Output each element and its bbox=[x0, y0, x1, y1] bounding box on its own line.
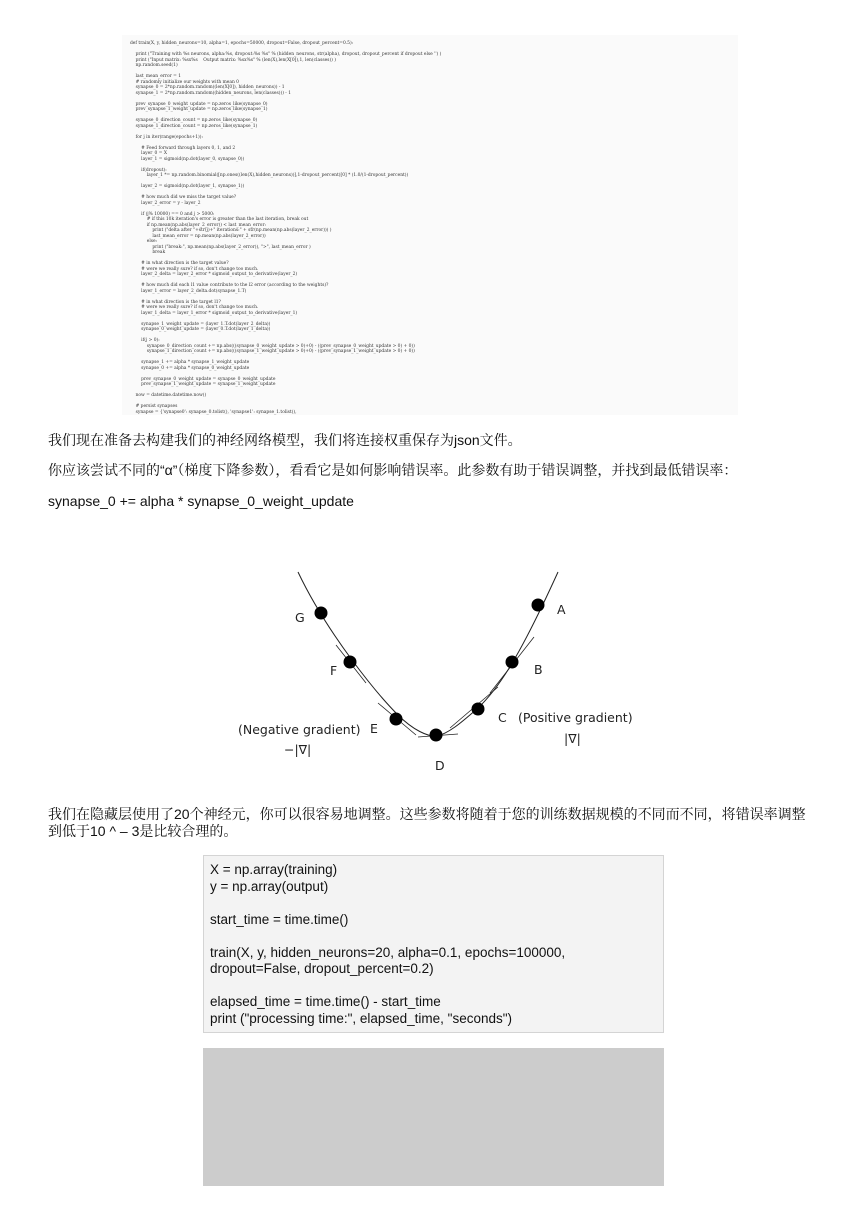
point-a bbox=[532, 599, 545, 612]
code-screenshot-line: # randomly initialize our weights with mean 0 bbox=[130, 79, 239, 85]
label-positive-symbol: |∇| bbox=[564, 731, 581, 746]
code-screenshot-line: # were we really sure? if so, don't change too much. bbox=[130, 266, 259, 272]
code-screenshot-line: # how much did we miss the target value? bbox=[130, 195, 237, 200]
code-screenshot-line: # in what direction is the target l1? bbox=[130, 299, 221, 305]
code-line: print ("processing time:", elapsed_time, "seconds") bbox=[210, 1010, 513, 1026]
label-e: E bbox=[370, 721, 378, 736]
code-screenshot-line: layer_0 = X bbox=[130, 151, 167, 156]
code-screenshot-line: last_mean_error = np.mean(np.abs(layer_2_error)) bbox=[130, 233, 266, 239]
code-screenshot bbox=[122, 35, 738, 415]
code-screenshot-line: if(dropout): bbox=[130, 167, 167, 173]
code-screenshot-line: else: bbox=[130, 239, 158, 244]
code-screenshot-line: prev_synapse_1_weight_update = synapse_1_weight_update bbox=[130, 382, 276, 387]
label-a: A bbox=[557, 602, 566, 617]
code-screenshot-line: now = datetime.datetime.now() bbox=[130, 393, 207, 398]
code-line: elapsed_time = time.time() - start_time bbox=[210, 994, 441, 1009]
code-screenshot-line: layer_2_delta = layer_2_error * sigmoid_output_to_derivative(layer_2) bbox=[130, 272, 298, 277]
code-screenshot-line: layer_1 = sigmoid(np.dot(layer_0, synapse_0)) bbox=[130, 156, 245, 162]
label-negative-symbol: −|∇| bbox=[284, 742, 312, 757]
code-screenshot-line: layer_1 *= np.random.binomial([np.ones((len(X),hidden_neurons))],1-dropout_percent)[0] * (1.0/(1-dropout_percent)) bbox=[130, 173, 409, 178]
code-screenshot-line: print ("break:", np.mean(np.abs(layer_2_error)), ">", last_mean_error ) bbox=[130, 244, 311, 250]
point-d bbox=[430, 729, 443, 742]
code-screenshot-line: synapse_1_weight_update = (layer_1.T.dot(layer_2_delta)) bbox=[130, 321, 271, 327]
code-screenshot-line: np.random.seed(1) bbox=[130, 63, 178, 68]
code-screenshot-line: synapse_1 += alpha * synapse_1_weight_update bbox=[130, 360, 250, 365]
point-f bbox=[344, 656, 357, 669]
paragraph-intro: 我们现在准备去构建我们的神经网络模型，我们将连接权重保存为json文件。 bbox=[48, 432, 522, 448]
code-screenshot-line: # were we really sure? if so, don't change too much. bbox=[130, 305, 259, 310]
paragraph-alpha: 你应该尝试不同的“α”（梯度下降参数），看看它是如何影响错误率。此参数有助于错误调整，并找到最低错误率： bbox=[48, 462, 738, 478]
code-screenshot-line: layer_2_error = y - layer_2 bbox=[130, 200, 201, 206]
code-screenshot-line: layer_1_delta = layer_1_error * sigmoid_output_to_derivative(layer_1) bbox=[130, 310, 298, 316]
output-placeholder-block bbox=[203, 1048, 664, 1186]
code-screenshot-line: if (j% 10000) == 0 and j > 5000: bbox=[130, 211, 215, 217]
code-screenshot-line: for j in iter(range(epochs+1)): bbox=[130, 134, 203, 140]
label-d: D bbox=[435, 758, 445, 773]
label-negative-gradient: (Negative gradient) bbox=[238, 722, 361, 737]
label-c: C bbox=[498, 710, 507, 725]
code-screenshot-line: print ("delta after "+str(j)+" iterations:" + str(np.mean(np.abs(layer_2_error))) ) bbox=[130, 228, 332, 233]
label-positive-gradient: (Positive gradient) bbox=[518, 710, 633, 725]
point-c bbox=[472, 703, 485, 716]
code-screenshot-line: last_mean_error = 1 bbox=[130, 74, 182, 79]
code-line: dropout=False, dropout_percent=0.2) bbox=[210, 961, 434, 976]
code-screenshot-line: prev_synapse_0_weight_update = np.zeros_like(synapse_0) bbox=[130, 101, 268, 107]
code-block bbox=[203, 855, 664, 1033]
code-screenshot-line: layer_2 = sigmoid(np.dot(layer_1, synapse_1)) bbox=[130, 184, 245, 189]
code-screenshot-line: # persist synapses bbox=[130, 404, 178, 409]
code-screenshot-line: # if this 10k iteration's error is greater than the last iteration, break out bbox=[130, 217, 309, 222]
code-screenshot-line: synapse_0 = 2*np.random.random((len(X[0]), hidden_neurons)) - 1 bbox=[130, 85, 285, 90]
code-screenshot-line: synapse_0_direction_count = np.zeros_like(synapse_0) bbox=[130, 118, 258, 123]
label-g: G bbox=[295, 610, 305, 625]
code-screenshot-line: break bbox=[130, 250, 166, 255]
code-screenshot-line: if np.mean(np.abs(layer_2_error)) < last_mean_error: bbox=[130, 222, 267, 228]
code-screenshot-line: synapse_1 = 2*np.random.random((hidden_neurons, len(classes))) - 1 bbox=[130, 90, 291, 96]
code-screenshot-line: synapse_1_direction_count += np.abs(((synapse_1_weight_update > 0)+0) - ((prev_synapse_1_weight_update > 0) + 0)) bbox=[130, 349, 415, 354]
code-line bbox=[210, 895, 663, 912]
code-screenshot-line: layer_1_error = layer_2_delta.dot(synapse_1.T) bbox=[130, 288, 247, 294]
code-line: start_time = time.time() bbox=[210, 911, 349, 927]
point-g bbox=[315, 607, 328, 620]
code-screenshot-line: def train(X, y, hidden_neurons=10, alpha=1, epochs=50000, dropout=False, dropout_percent=0.5): bbox=[130, 41, 354, 46]
code-screenshot-text bbox=[122, 35, 738, 415]
code-line: train(X, y, hidden_neurons=20, alpha=0.1, epochs=100000, bbox=[210, 944, 566, 960]
code-screenshot-line: print ("Training with %s neurons, alpha:%s, dropout:%s %s" % (hidden_neurons, str(alpha), dropout, dropout_percent if dropout else '') ) bbox=[130, 52, 442, 57]
code-screenshot-line: synapse_0 += alpha * synapse_0_weight_update bbox=[130, 365, 250, 371]
paragraph-hidden-neurons: 我们在隐藏层使用了20个神经元，你可以很容易地调整。这些参数将随着于您的训练数据规模的不同而不同，将错误率调整到低于10 ^ – 3是比较合理的。 bbox=[48, 806, 806, 839]
code-screenshot-line: # how much did each l1 value contribute to the l2 error (according to the weights)? bbox=[130, 283, 329, 288]
code-screenshot-line: print ("Input matrix: %sx%s Output matrix: %sx%s" % (len(X),len(X[0]),1, len(classes)) ) bbox=[130, 57, 336, 63]
code-screenshot-line: synapse_1_direction_count = np.zeros_like(synapse_1) bbox=[130, 123, 258, 129]
code-screenshot-line: prev_synapse_0_weight_update = synapse_0_weight_update bbox=[130, 376, 276, 382]
code-screenshot-line: synapse_0_weight_update = (layer_0.T.dot(layer_1_delta)) bbox=[130, 327, 271, 332]
code-line: X = np.array(training) bbox=[210, 862, 338, 877]
code-screenshot-line: if(j > 0): bbox=[130, 338, 160, 343]
code-screenshot-line: prev_synapse_1_weight_update = np.zeros_like(synapse_1) bbox=[130, 107, 268, 112]
code-screenshot-line: # in what direction is the target value? bbox=[130, 261, 229, 266]
paragraph-alpha-code: synapse_0 += alpha * synapse_0_weight_update bbox=[48, 493, 354, 509]
label-b: B bbox=[534, 662, 543, 677]
code-screenshot-line: synapse_0_direction_count += np.abs(((synapse_0_weight_update > 0)+0) - ((prev_synapse_0_weight_update > 0) + 0)) bbox=[130, 343, 415, 349]
code-line bbox=[210, 928, 663, 945]
code-line: y = np.array(output) bbox=[210, 878, 329, 894]
gradient-descent-figure bbox=[228, 565, 638, 780]
point-b bbox=[506, 656, 519, 669]
point-e bbox=[390, 713, 403, 726]
code-screenshot-line: # Feed forward through layers 0, 1, and 2 bbox=[130, 145, 236, 151]
code-line bbox=[210, 978, 663, 995]
code-screenshot-line: synapse = {'synapse0': synapse_0.tolist(), 'synapse1': synapse_1.tolist(), bbox=[130, 409, 297, 415]
label-f: F bbox=[330, 663, 338, 678]
